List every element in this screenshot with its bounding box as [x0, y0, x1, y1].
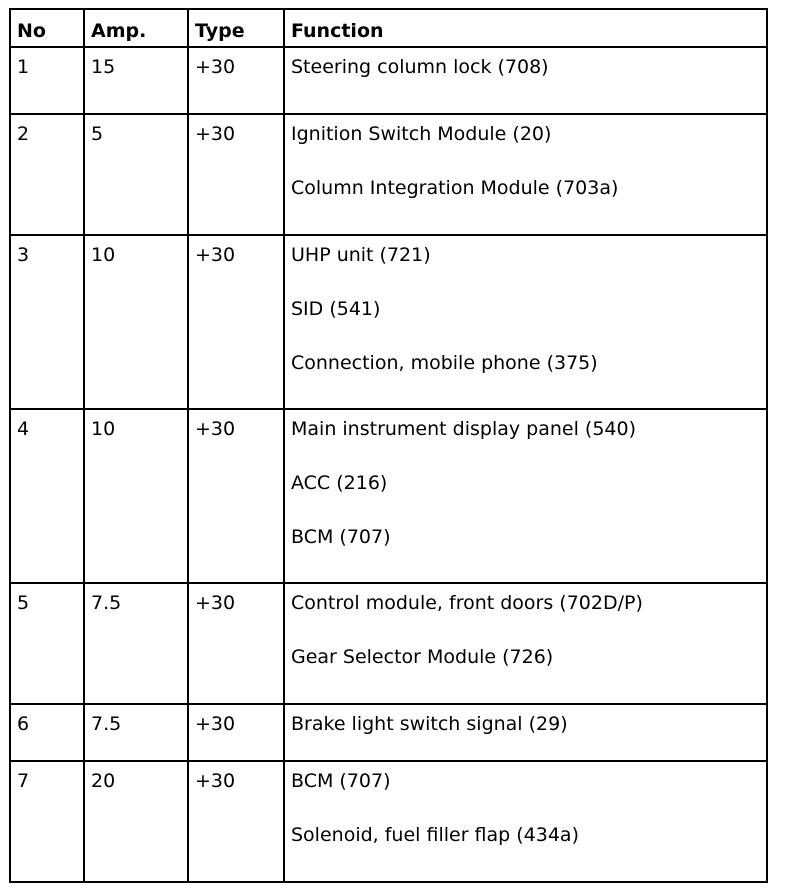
- cell-no: 5: [10, 583, 84, 704]
- header-amp: Amp.: [84, 9, 188, 47]
- cell-amp: 10: [84, 235, 188, 409]
- cell-no: 7: [10, 761, 84, 882]
- cell-function: [284, 761, 767, 882]
- cell-type: +30: [188, 583, 284, 704]
- cell-function: [284, 114, 767, 235]
- cell-amp: 5: [84, 114, 188, 235]
- cell-type: +30: [188, 114, 284, 235]
- fuse-table: [9, 8, 768, 883]
- cell-type: +30: [188, 47, 284, 114]
- function-line: Steering column lock (708): [291, 56, 549, 78]
- cell-type: +30: [188, 235, 284, 409]
- function-line: Connection, mobile phone (375): [291, 352, 598, 374]
- cell-amp: 20: [84, 761, 188, 882]
- table-row: [10, 235, 767, 409]
- header-type: Type: [188, 9, 284, 47]
- table-row: [10, 583, 767, 704]
- function-line: BCM (707): [291, 770, 391, 792]
- function-line: ACC (216): [291, 472, 388, 494]
- function-line: Brake light switch signal (29): [291, 713, 568, 735]
- table-header-row: [10, 9, 767, 47]
- cell-amp: 10: [84, 409, 188, 583]
- function-line: SID (541): [291, 298, 381, 320]
- cell-no: 3: [10, 235, 84, 409]
- cell-no: 1: [10, 47, 84, 114]
- cell-function: [284, 409, 767, 583]
- function-line: Main instrument display panel (540): [291, 418, 636, 440]
- cell-function: [284, 583, 767, 704]
- cell-function: [284, 235, 767, 409]
- cell-type: +30: [188, 409, 284, 583]
- cell-no: 4: [10, 409, 84, 583]
- table-row: [10, 114, 767, 235]
- function-line: Ignition Switch Module (20): [291, 123, 552, 145]
- table-row: [10, 704, 767, 761]
- table-row: [10, 761, 767, 882]
- table-row: [10, 409, 767, 583]
- cell-type: +30: [188, 704, 284, 761]
- header-function: Function: [284, 9, 767, 47]
- cell-amp: 7.5: [84, 704, 188, 761]
- function-line: Control module, front doors (702D/P): [291, 592, 643, 614]
- cell-no: 2: [10, 114, 84, 235]
- cell-type: +30: [188, 761, 284, 882]
- header-no: No: [10, 9, 84, 47]
- table-row: [10, 47, 767, 114]
- cell-function: [284, 47, 767, 114]
- cell-no: 6: [10, 704, 84, 761]
- cell-function: [284, 704, 767, 761]
- cell-amp: 15: [84, 47, 188, 114]
- function-line: BCM (707): [291, 526, 391, 548]
- function-line: Column Integration Module (703a): [291, 177, 619, 199]
- function-line: UHP unit (721): [291, 244, 431, 266]
- function-line: Gear Selector Module (726): [291, 646, 554, 668]
- function-line: Solenoid, fuel filler flap (434a): [291, 824, 579, 846]
- cell-amp: 7.5: [84, 583, 188, 704]
